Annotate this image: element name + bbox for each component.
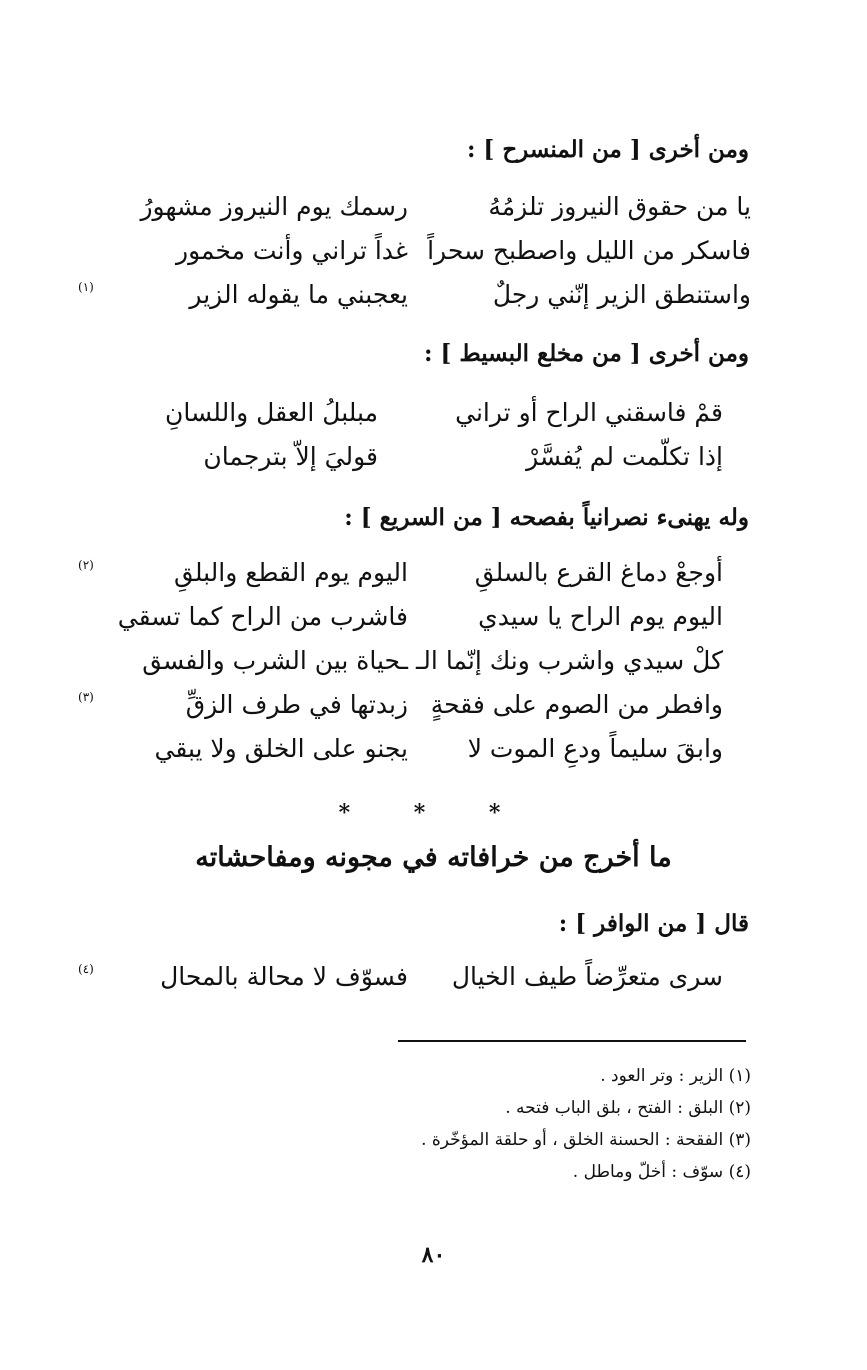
verse-line [78,442,723,482]
footnote-divider [398,1040,746,1042]
verse-first-hemistich: فاسكر من الليل واصطبح سحراً [427,236,751,265]
footnote-marker: (٢) [78,558,94,572]
footnote: (٢) البلق : الفتح ، بلق الباب فتحه . [505,1098,751,1118]
verse-second-hemistich-text: يعجبني ما يقوله الزير [189,280,408,309]
verse-first-hemistich: وابقَ سليماً ودعِ الموت لا [467,734,723,763]
footnote: (٤) سوّف : أخلّ وماطل . [572,1162,751,1182]
verse-second-hemistich: قوليَ إلاّ بترجمان [203,442,378,471]
verse-first-hemistich: قمْ فاسقني الراح أو تراني [455,398,723,427]
chapter-title: ما أخرج من خرافاته في مجونه ومفاحشاته [195,842,672,873]
verse-line [78,690,723,730]
verse-second-hemistich: غداً تراني وأنت مخمور [176,236,408,265]
verse-line [78,646,723,686]
footnote-marker: (١) [78,280,94,294]
verse-line [78,280,751,320]
verse-first-hemistich: واستنطق الزير إنّني رجلٌ [492,280,751,309]
verse-second-hemistich-text: زبدتها في طرف الزقِّ [185,690,408,719]
verse-first-hemistich: إذا تكلّمت لم يُفسَّرْ [526,442,723,471]
verse-second-hemistich [78,558,408,587]
verse-first-hemistich: يا من حقوق النيروز تلزمُهُ [488,192,751,221]
verse-line [78,734,723,774]
verse-second-hemistich [78,962,408,991]
footnote-marker: (٣) [78,690,94,704]
verse-first-hemistich: سرى متعرِّضاً طيف الخيال [451,962,723,991]
footnote: (١) الزير : وتر العود . [600,1066,751,1086]
verse-second-hemistich: ـحياة بين الشرب والفسق [142,646,408,675]
verse-second-hemistich-text: اليوم يوم القطع والبلقِ [173,558,408,587]
section-separator: * * * [338,800,529,826]
verse-line [78,398,723,438]
verse-line [78,192,751,232]
verse-first-hemistich: أوجعْ دماغ القرع بالسلقِ [474,558,723,587]
footnote: (٣) الفقحة : الحسنة الخلق ، أو حلقة المؤخّرة . [421,1130,751,1150]
verse-line [78,602,723,642]
verse-second-hemistich: يجنو على الخلق ولا يبقي [154,734,408,763]
verse-second-hemistich: مبلبلُ العقل واللسانِ [165,398,378,427]
verse-first-hemistich: اليوم يوم الراح يا سيدي [478,602,723,631]
poem-intro: قال [ من الوافر ] : [558,910,749,937]
verse-second-hemistich-text: فسوّف لا محالة بالمحال [160,962,408,991]
page-number: ٨٠ [421,1242,446,1268]
verse-second-hemistich: رسمك يوم النيروز مشهورُ [140,192,408,221]
verse-line [78,236,751,276]
verse-second-hemistich: فاشرب من الراح كما تسقي [117,602,408,631]
poem-intro: ومن أخرى [ من المنسرح ] : [466,136,749,163]
poem-intro: وله يهنىء نصرانياً بفصحه [ من السريع ] : [344,504,749,531]
verse-line [78,962,723,1002]
poem-intro: ومن أخرى [ من مخلع البسيط ] : [423,340,749,367]
verse-second-hemistich [78,280,408,309]
verse-second-hemistich [78,690,408,719]
verse-first-hemistich: كلْ سيدي واشرب ونك إنّما الـ [415,646,723,675]
verse-line [78,558,723,598]
verse-first-hemistich: وافطر من الصوم على فقحةٍ [430,690,723,719]
footnote-marker: (٤) [78,962,94,976]
